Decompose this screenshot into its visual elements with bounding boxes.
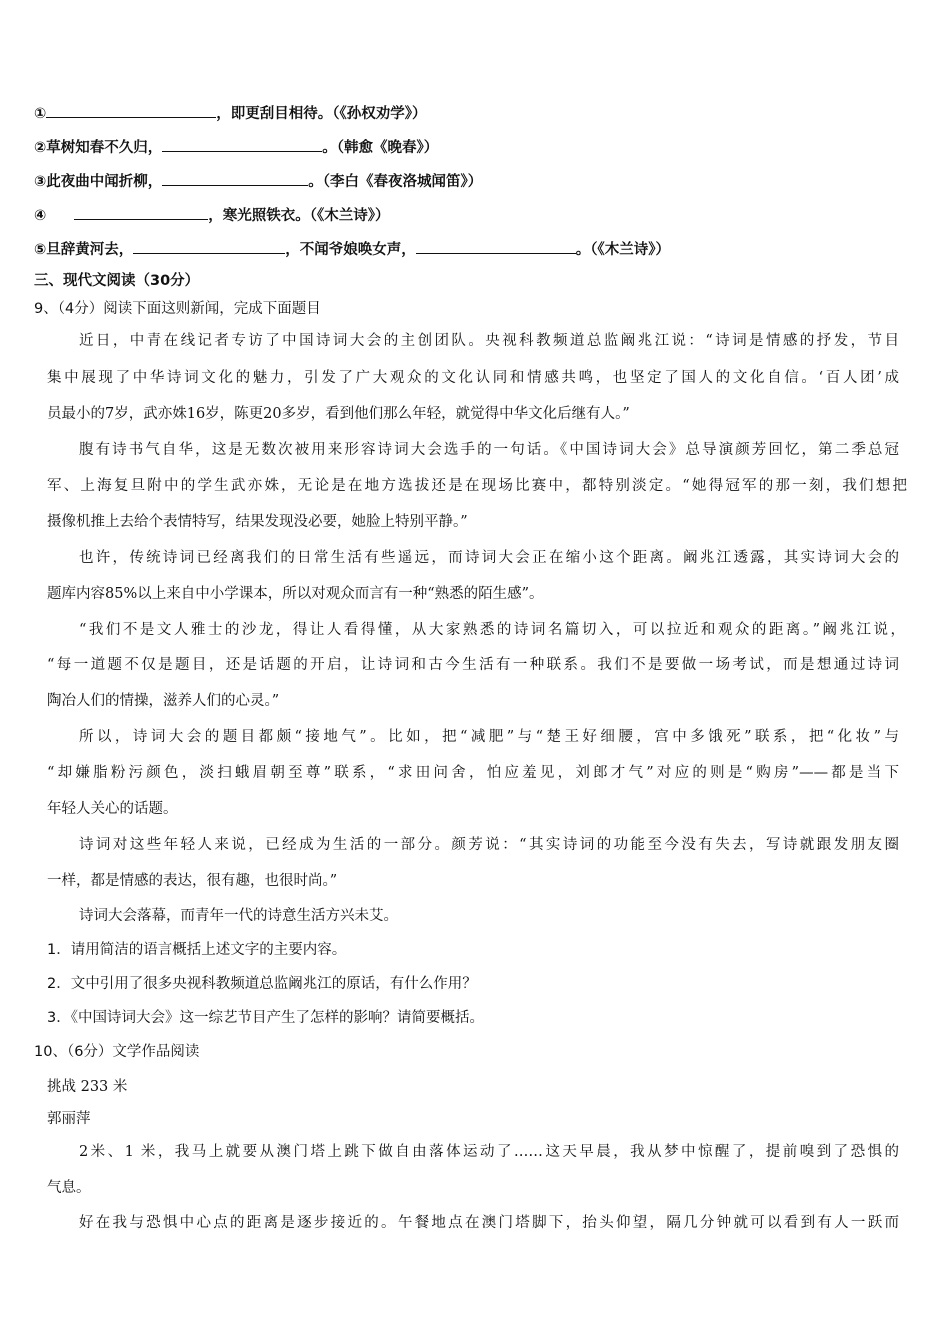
fill-blank-2 xyxy=(34,137,438,158)
answer-blank[interactable] xyxy=(162,171,308,186)
section-heading: 三、现代文阅读（30分） xyxy=(34,273,200,289)
item-text: ②草树知春不久归， xyxy=(34,140,163,156)
sub-question: 1．请用简洁的语言概括上述文字的主要内容。 xyxy=(47,942,347,958)
item-text: 。（《木兰诗》） xyxy=(575,242,671,258)
answer-blank[interactable] xyxy=(416,239,576,254)
paragraph-line: 好在我与恐惧中心点的距离是逐步接近的。午餐地点在澳门塔脚下，抬头仰望，隔几分钟就可以看到有人一跃而 xyxy=(79,1215,899,1231)
paragraph-line: 摄像机推上去给个表情特写，结果发现没必要，她脸上特别平静。” xyxy=(47,514,468,530)
paragraph-line: 近日，中青在线记者专访了中国诗词大会的主创团队。央视科教频道总监阚兆江说：“诗词是情感的抒发，节目 xyxy=(79,333,899,349)
question-title: 9、（4分）阅读下面这则新闻，完成下面题目 xyxy=(34,301,321,317)
paragraph-line: 腹有诗书气自华，这是无数次被用来形容诗词大会选手的一句话。《中国诗词大会》总导演颜芳回忆，第二季总冠 xyxy=(79,442,899,458)
paragraph-line: 诗词大会落幕，而青年一代的诗意生活方兴未艾。 xyxy=(79,908,398,924)
item-text: ⑤旦辞黄河去， xyxy=(34,242,134,258)
sub-question: 2．文中引用了很多央视科教频道总监阚兆江的原话，有什么作用？ xyxy=(47,976,477,992)
fill-blank-4 xyxy=(34,205,390,226)
paragraph-line: 一样，都是情感的表达，很有趣，也很时尚。” xyxy=(47,873,338,889)
item-text: 。（韩愈《晚春》） xyxy=(322,140,439,156)
fill-blank-3 xyxy=(34,171,482,192)
story-author: 郭丽萍 xyxy=(47,1111,91,1127)
item-text: ，寒光照铁衣。（《木兰诗》） xyxy=(208,208,390,224)
paragraph-line: 陶冶人们的情操，滋养人们的心灵。” xyxy=(47,693,280,709)
answer-blank[interactable] xyxy=(133,239,285,254)
paragraph-line: “却嫌脂粉污颜色，淡扫蛾眉朝至尊”联系，“求田问舍，怕应羞见，刘郎才气”对应的则是“购房”——都是当下 xyxy=(47,765,899,781)
story-title: 挑战 233 米 xyxy=(47,1079,128,1095)
paragraph-line: 军、上海复旦附中的学生武亦姝，无论是在地方选拔还是在现场比赛中，都特别淡定。“她得冠军的那一刻，我们想把 xyxy=(47,478,907,494)
paragraph-line: 题库内容85%以上来自中小学课本，所以对观众而言有一种“熟悉的陌生感”。 xyxy=(47,586,544,602)
paragraph-line: “我们不是文人雅士的沙龙，得让人看得懂，从大家熟悉的诗词名篇切入，可以拉近和观众的距离。”阚兆江说， xyxy=(79,622,905,638)
sub-question: 3．《中国诗词大会》这一综艺节目产生了怎样的影响？请简要概括。 xyxy=(47,1010,484,1026)
paragraph-line: 2米、1 米，我马上就要从澳门塔上跳下做自由落体运动了……这天早晨，我从梦中惊醒了，提前嗅到了恐惧的 xyxy=(79,1144,899,1160)
item-number: ④ xyxy=(34,208,47,224)
paragraph-line: 年轻人关心的话题。 xyxy=(47,801,178,817)
item-text: ③此夜曲中闻折柳， xyxy=(34,174,163,190)
paragraph-line: “每一道题不仅是题目，还是话题的开启，让诗词和古今生活有一种联系。我们不是要做一场考试，而是想通过诗词 xyxy=(47,657,899,673)
paragraph-line: 所以，诗词大会的题目都颇“接地气”。比如，把“减肥”与“楚王好细腰，宫中多饿死”联系，把“化妆”与 xyxy=(79,729,899,745)
item-text: ，即更刮目相待。（《孙权劝学》） xyxy=(216,106,427,122)
item-text: 。（李白《春夜洛城闻笛》） xyxy=(308,174,483,190)
question-title: 10、（6分）文学作品阅读 xyxy=(34,1044,200,1060)
paragraph-line: 员最小的7岁，武亦姝16岁，陈更20多岁，看到他们那么年轻，就觉得中华文化后继有人。” xyxy=(47,406,630,422)
answer-blank[interactable] xyxy=(162,137,322,152)
paragraph-line: 气息。 xyxy=(47,1180,91,1196)
paragraph-line: 也许，传统诗词已经离我们的日常生活有些遥远，而诗词大会正在缩小这个距离。阚兆江透露，其实诗词大会的 xyxy=(79,550,899,566)
item-number: ① xyxy=(34,106,47,122)
paragraph-line: 诗词对这些年轻人来说，已经成为生活的一部分。颜芳说：“其实诗词的功能至今没有失去，写诗就跟发朋友圈 xyxy=(79,837,899,853)
fill-blank-5 xyxy=(34,239,670,260)
fill-blank-1 xyxy=(34,103,427,124)
answer-blank[interactable] xyxy=(74,205,208,220)
answer-blank[interactable] xyxy=(46,103,216,118)
item-text: ，不闻爷娘唤女声， xyxy=(285,242,416,258)
paragraph-line: 集中展现了中华诗词文化的魅力，引发了广大观众的文化认同和情感共鸣，也坚定了国人的文化自信。‘百人团’成 xyxy=(47,370,899,386)
